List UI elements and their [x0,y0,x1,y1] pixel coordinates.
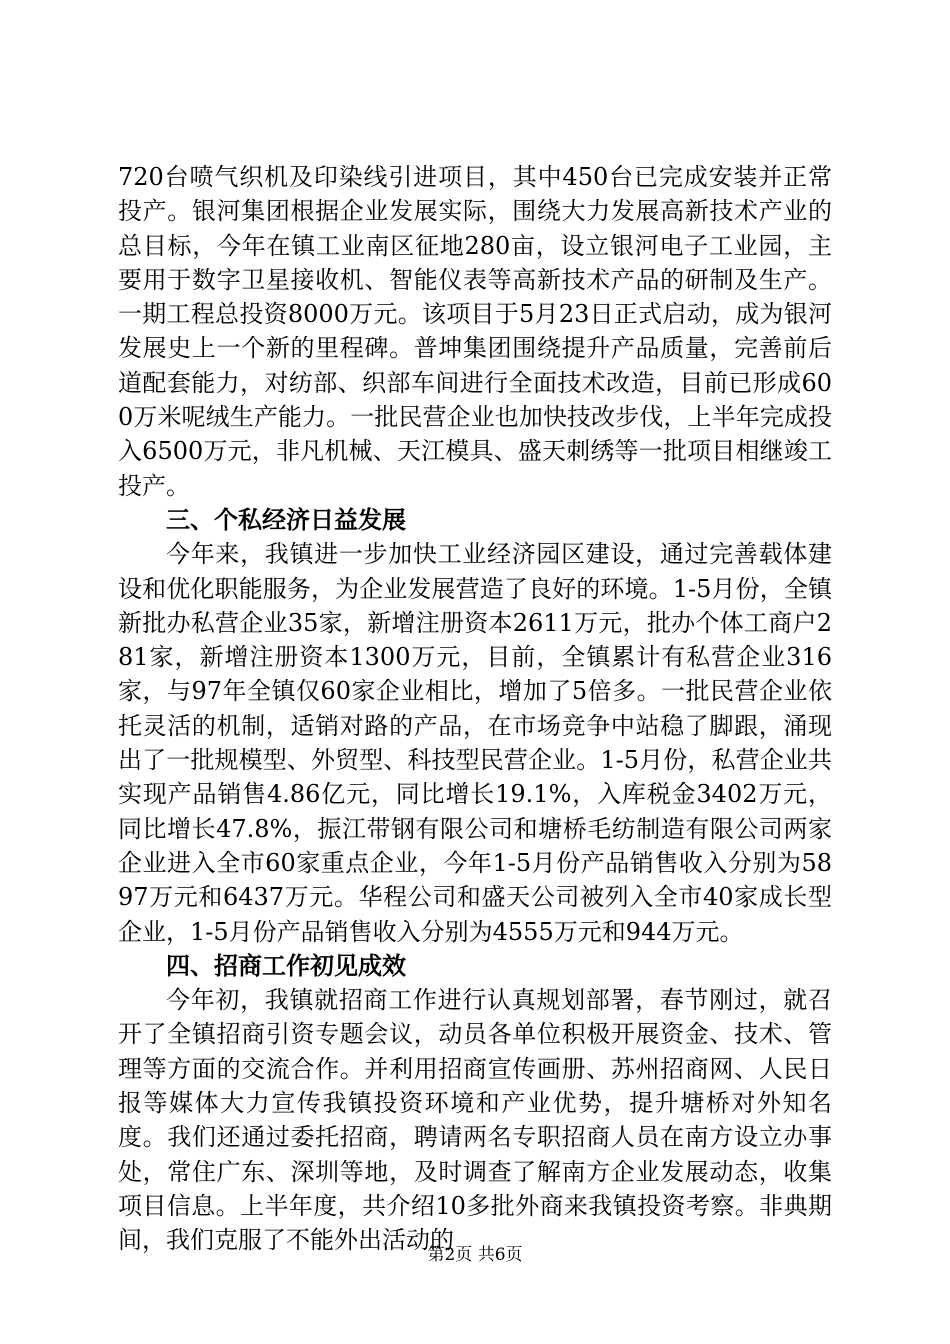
page-footer: 第2页 共6页 [427,1245,523,1265]
paragraph-investment: 今年初，我镇就招商工作进行认真规划部署，春节刚过，就召开了全镇招商引资专题会议，动员各单位积极开展资金、技术、管理等方面的交流合作。并利用招商宣传画册、苏州招商网、人民日报等媒体大力宣传我镇投资环境和产业优势，提升塘桥对外知名度。我们还通过委托招商，聘请两名专职招商人员在南方设立办事处，常住广东、深圳等地，及时调查了解南方企业发展动态，收集项目信息。上半年度，共介绍10多批外商来我镇投资考察。非典期间，我们克服了不能外出活动的 [118,986,832,1255]
paragraph-private-economy: 今年来，我镇进一步加快工业经济园区建设，通过完善载体建设和优化职能服务，为企业发展营造了良好的环境。1-5月份，全镇新批办私营企业35家，新增注册资本2611万元，批办个体工商户281家，新增注册资本1300万元，目前，全镇累计有私营企业316家，与97年全镇仅60家企业相比，增加了5倍多。一批民营企业依托灵活的机制，适销对路的产品，在市场竞争中站稳了脚跟，涌现出了一批规模型、外贸型、科技型民营企业。1-5月份，私营企业共实现产品销售4.86亿元，同比增长19.1%，入库税金3402万元，同比增长47.8%，振江带钢有限公司和塘桥毛纺制造有限公司两家企业进入全市60家重点企业，今年1-5月份产品销售收入分别为5897万元和6437万元。华程公司和盛天公司被列入全市40家成长型企业，1-5月份产品销售收入分别为4555万元和944万元。 [118,540,832,946]
document-body [118,160,832,1258]
paragraph-continuation: 720台喷气织机及印染线引进项目，其中450台已完成安装并正常投产。银河集团根据企业发展实际，围绕大力发展高新技术产业的总目标，今年在镇工业南区征地280亩，设立银河电子工业园，主要用于数字卫星接收机、智能仪表等高新技术产品的研制及生产。一期工程总投资8000万元。该项目于5月23日正式启动，成为银河发展史上一个新的里程碑。普坤集团围绕提升产品质量，完善前后道配套能力，对纺部、织部车间进行全面技术改造，目前已形成600万米呢绒生产能力。一批民营企业也加快技改步伐，上半年完成投入6500万元，非凡机械、天江模具、盛天刺绣等一批项目相继竣工投产。 [118,163,832,500]
section-heading-4: 四、招商工作初见成效 [166,951,406,980]
section-heading-3: 三、个私经济日益发展 [166,505,406,534]
